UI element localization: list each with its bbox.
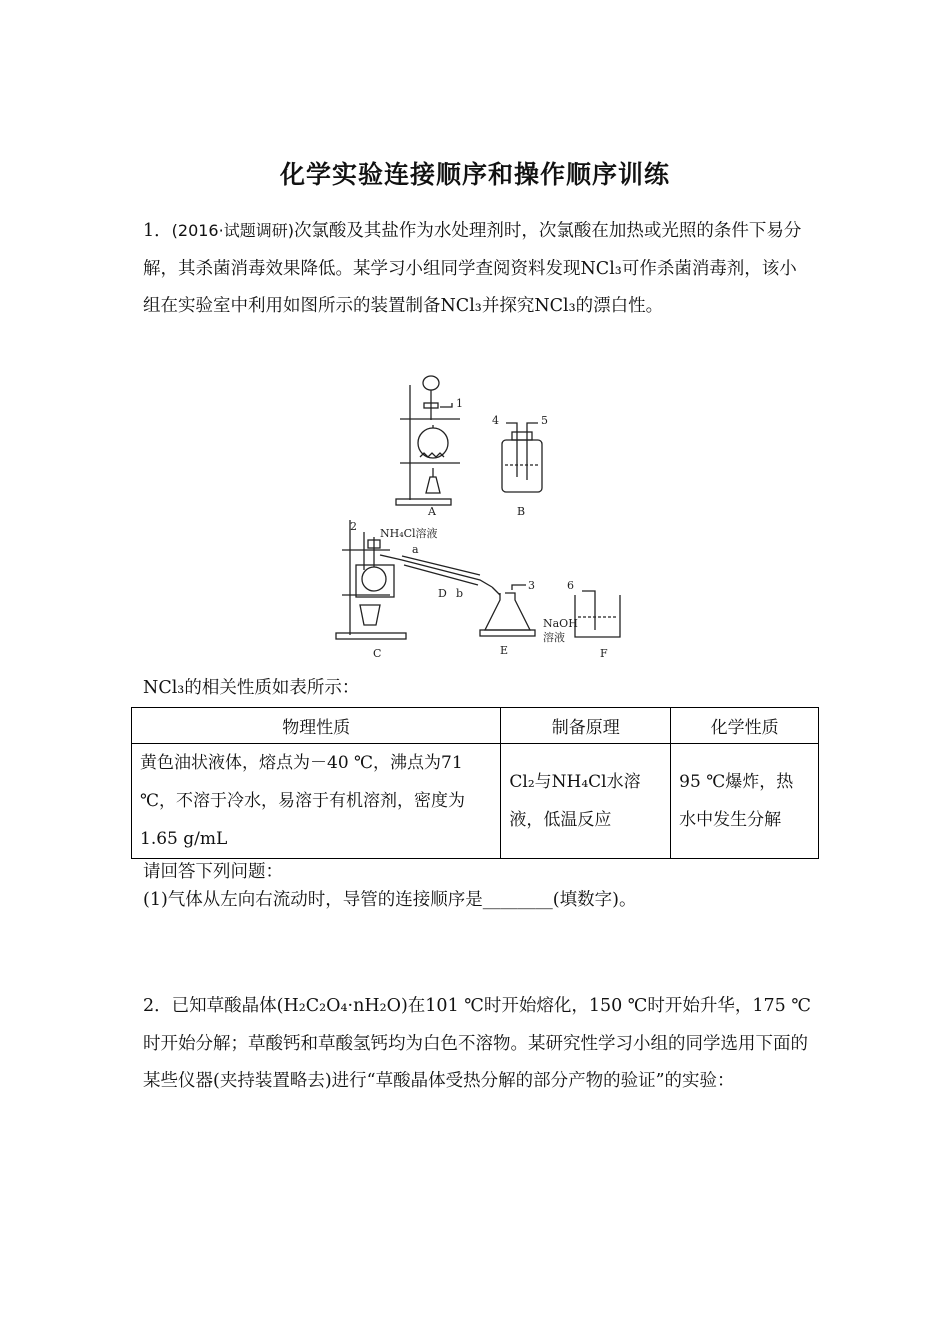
question-number: 1． (143, 221, 172, 241)
label-5: 5 (541, 414, 548, 427)
header-chemical: 化学性质 (671, 708, 819, 744)
table-row (132, 744, 819, 859)
label-nh4cl: NH₄Cl溶液 (380, 527, 438, 540)
table-caption: NCl₃的相关性质如表所示： (143, 678, 360, 698)
answer-prompt: 请回答下列问题： (143, 862, 283, 882)
label-6: 6 (567, 579, 574, 592)
label-solution: 溶液 (543, 631, 565, 644)
question-text: 已知草酸晶体(H₂C₂O₄·nH₂O)在101 ℃时开始熔化，150 ℃时开始升华，175 ℃时开始分解；草酸钙和草酸氢钙均为白色不溶物。某研究性学习小组的同学选用下面的某些仪器(夹持装置略去)进行“草酸晶体受热分解的部分产物的验证”的实验： (143, 996, 811, 1091)
question-1-stem (143, 212, 811, 326)
label-a-apparatus: A (428, 505, 436, 518)
header-preparation: 制备原理 (501, 708, 671, 744)
question-text: 次氯酸及其盐作为水处理剂时，次氯酸在加热或光照的条件下易分解，其杀菌消毒效果降低。某学习小组同学查阅资料发现NCl₃可作杀菌消毒剂，该小组在实验室中利用如图所示的装置制备NCl₃并探究NCl₃的漂白性。 (143, 221, 802, 316)
cell-preparation: Cl₂与NH₄Cl水溶液，低温反应 (501, 744, 671, 859)
question-2-stem (143, 988, 811, 1101)
label-a-port: a (412, 543, 419, 556)
apparatus-b (502, 423, 542, 492)
label-1: 1 (456, 397, 463, 410)
properties-table (131, 707, 819, 859)
cell-physical: 黄色油状液体，熔点为－40 ℃，沸点为71 ℃，不溶于冷水，易溶于有机溶剂，密度为1.65 g/mL (132, 744, 501, 859)
label-b-port: b (456, 587, 464, 600)
apparatus-figure (320, 365, 660, 665)
label-e-apparatus: E (500, 644, 509, 657)
question-source: (2016·试题调研) (171, 221, 294, 240)
sub-question-1: (1)气体从左向右流动时，导管的连接顺序是________(填数字)。 (143, 890, 637, 910)
label-c-apparatus: C (373, 647, 382, 660)
label-naoh: NaOH (543, 617, 578, 630)
table-header-row (132, 708, 819, 744)
apparatus-f (575, 591, 620, 637)
label-f-apparatus: F (600, 647, 608, 660)
label-b-apparatus: B (517, 505, 526, 518)
page-title: 化学实验连接顺序和操作顺序训练 (279, 160, 670, 189)
cell-chemical: 95 ℃爆炸，热水中发生分解 (671, 744, 819, 859)
label-d-apparatus: D (438, 587, 447, 600)
header-physical: 物理性质 (132, 708, 501, 744)
apparatus-e (480, 585, 535, 636)
question-number: 2． (143, 996, 172, 1016)
apparatus-a (396, 376, 460, 505)
label-2: 2 (350, 520, 357, 533)
label-4: 4 (492, 414, 499, 427)
label-3: 3 (528, 579, 535, 592)
